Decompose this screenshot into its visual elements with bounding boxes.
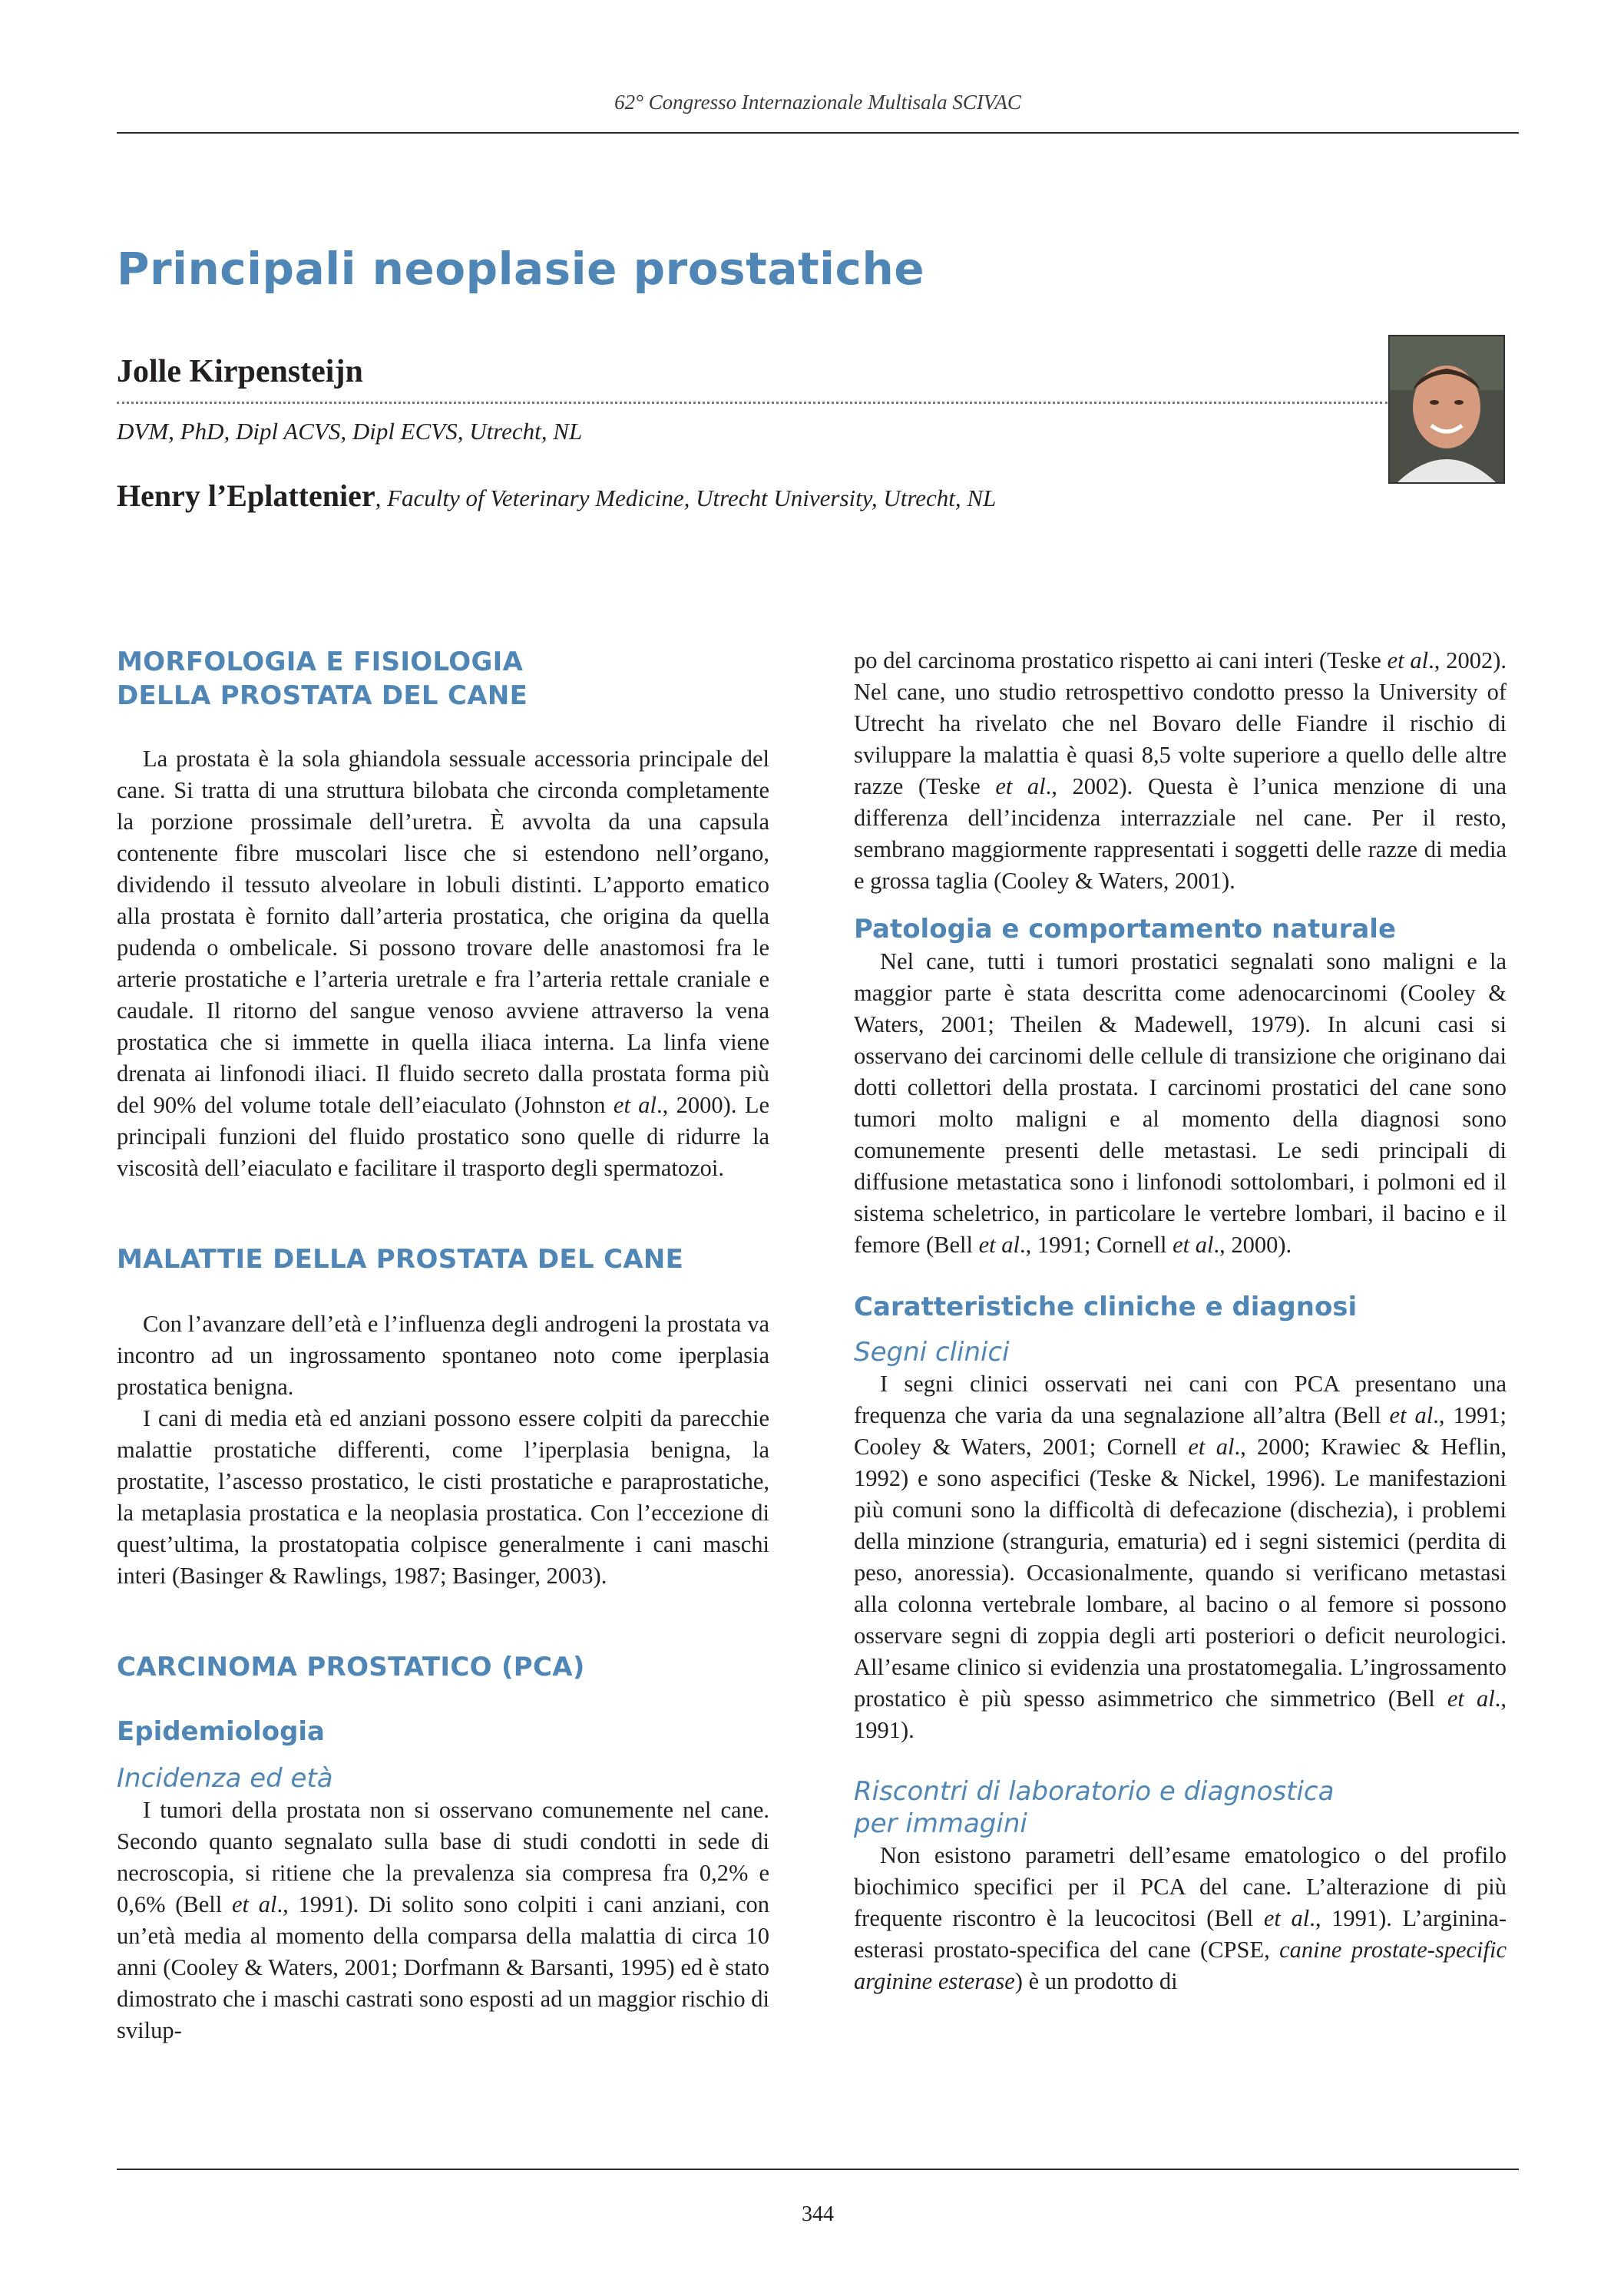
paragraph-riscontri: [854, 1840, 1507, 1997]
text-run-italic: et al: [1173, 1232, 1214, 1258]
author-credentials: DVM, PhD, Dipl ACVS, Dipl ECVS, Utrecht, NL: [117, 418, 583, 445]
paragraph-incidenza: [117, 1795, 769, 2046]
text-run-italic: et al: [995, 773, 1046, 799]
text-run: I segni clinici osservati nei cani con PCA presentano una frequenza che varia da una segnalazione all’altra (Bell: [854, 1371, 1507, 1428]
text-run-italic: et al: [1389, 1402, 1434, 1428]
coauthor-name: Henry l’Eplattenier: [117, 478, 375, 513]
heading-riscontri-line-2: per immagini: [854, 1808, 1027, 1839]
text-run: ., 1991; Cooley & Waters, 2001; Cornell: [854, 1402, 1507, 1460]
heading-riscontri-line-1: Riscontri di laboratorio e diagnostica: [854, 1776, 1335, 1807]
text-run: ., 2002). Questa è l’unica menzione di una differenza dell’incidenza interrazziale nel cane. Per il resto, sembrano maggiormente rappresentati i soggetti delle razze di media e grossa taglia (Cooley & Waters, 2001).: [854, 773, 1507, 894]
text-run: ., 2000).: [1213, 1232, 1292, 1258]
text-run-italic: canine prostate-specific arginine esterase: [854, 1937, 1507, 1994]
text-run: Nel cane, tutti i tumori prostatici segnalati sono maligni e la maggior parte è stata descritta come adenocarcinomi (Cooley & Waters, 2001; Theilen & Madewell, 1979). In alcuni casi si osservano dei carcinomi delle cellule di transizione che originano dai dotti collettori della prostata. I carcinomi prostatici del cane sono tumori molto maligni e al momento della diagnosi sono comunemente presenti delle metastasi. Le sedi principali di diffusione metastatica sono i linfonodi sottolombari, i polmoni ed il sistema scheletrico, in particolare le vertebre lombari, il bacino e il femore (Bell: [854, 948, 1507, 1258]
text-run-italic: et al: [1188, 1434, 1235, 1460]
paragraph-malattie-1: Con l’avanzare dell’età e l’influenza degli androgeni la prostata va incontro ad un ingrossamento spontaneo noto come iperplasia prostatica benigna.: [117, 1311, 769, 1400]
header-rule: [117, 132, 1519, 134]
coauthor-affiliation: , Faculty of Veterinary Medicine, Utrecht University, Utrecht, NL: [375, 485, 997, 511]
author-photo: [1388, 335, 1505, 484]
text-run: ) è un prodotto di: [1014, 1968, 1178, 1994]
text-run-italic: et al: [978, 1232, 1020, 1258]
text-run: ., 2000; Krawiec & Heflin, 1992) e sono aspecifici (Teske & Nickel, 1996). Le manifestazioni più comuni sono la difficoltà di defecazione (dischezia), i problemi della minzione (stranguria, ematuria) ed i segni sistemici (perdita di peso, anoressia). Occasionalmente, quando si verificano metastasi alla colonna vertebrale lombare, al bacino o al femore si possono osservare segni di zoppia degli arti posteriori o deficit neurologici. All’esame clinico si evidenzia una prostatomegalia. L’ingrossamento prostatico è più spesso asimmetrico che simmetrico (Bell: [854, 1434, 1507, 1712]
text-run: ., 2002). Nel cane, uno studio retrospettivo condotto presso la University of Utrecht ha rivelato che nel Bovaro delle Fiandre il rischio di sviluppare la malattia è quasi 8,5 volte superiore a quello delle altre razze (Teske: [854, 647, 1507, 799]
heading-morfologia-line-2: DELLA PROSTATA DEL CANE: [117, 680, 528, 711]
heading-morfologia-line-1: MORFOLOGIA E FISIOLOGIA: [117, 647, 524, 677]
text-run-italic: et al: [613, 1092, 657, 1118]
text-run: ., 1991).: [854, 1686, 1507, 1743]
heading-patologia: Patologia e comportamento naturale: [854, 914, 1397, 945]
paragraph-patologia: [854, 946, 1507, 1261]
text-run: ., 2000). Le principali funzioni del fluido prostatico sono quelle di ridurre la viscosità dell’eiaculato e facilitare il trasporto degli spermatozoi.: [117, 1092, 769, 1181]
page-number: 344: [802, 2202, 834, 2226]
heading-incidenza: Incidenza ed età: [117, 1763, 333, 1794]
heading-epidemiologia: Epidemiologia: [117, 1716, 326, 1747]
text-run: ., 1991). L’arginina-esterasi prostato-specifica del cane (CPSE,: [854, 1905, 1507, 1963]
right-column: [854, 645, 1507, 1997]
left-column: [117, 645, 769, 2046]
heading-caratteristiche: Caratteristiche cliniche e diagnosi: [854, 1292, 1358, 1322]
coauthor-line: [117, 478, 996, 514]
paragraph-morfologia: [117, 743, 769, 1184]
text-run: po del carcinoma prostatico rispetto ai cani interi (Teske: [854, 647, 1388, 673]
text-run-italic: et al: [1387, 647, 1429, 673]
footer-rule: [117, 2169, 1519, 2170]
article-title: Principali neoplasie prostatiche: [117, 243, 925, 295]
text-run: Non esistono parametri dell’esame ematologico o del profilo biochimico specifici per il PCA del cane. L’alterazione di più frequente riscontro è la leucocitosi (Bell: [854, 1842, 1507, 1931]
text-run: ., 1991). Di solito sono colpiti i cani anziani, con un’età media al momento della comparsa della malattia di circa 10 anni (Cooley & Waters, 2001; Dorfmann & Barsanti, 1995) ed è stato dimostrato che i maschi castrati sono esposti ad un maggior rischio di svilup-: [117, 1891, 769, 2043]
text-run-italic: et al: [1447, 1686, 1495, 1712]
text-run-italic: et al: [1263, 1905, 1310, 1931]
author-name: Jolle Kirpensteijn: [117, 354, 363, 389]
text-run-italic: et al: [232, 1891, 277, 1917]
text-run: I tumori della prostata non si osservano comunemente nel cane. Secondo quanto segnalato sulla base di studi condotti in sede di necroscopia, si ritiene che la prevalenza sia compresa fra 0,2% e 0,6% (Bell: [117, 1797, 769, 1917]
heading-malattie: MALATTIE DELLA PROSTATA DEL CANE: [117, 1244, 684, 1275]
author-divider: [117, 402, 1388, 404]
paragraph-malattie-2: I cani di media età ed anziani possono essere colpiti da parecchie malattie prostatiche differenti, come l’iperplasia benigna, la prostatite, l’ascesso prostatico, le cisti prostatiche e paraprostatiche, la metaplasia prostatica e la neoplasia prostatica. Con l’eccezione di quest’ultima, la prostatopatia colpisce generalmente i cani maschi interi (Basinger & Rawlings, 1987; Basinger, 2003).: [117, 1405, 769, 1589]
heading-riscontri: [854, 1775, 1507, 1840]
heading-segni-clinici: Segni clinici: [854, 1337, 1010, 1368]
heading-morfologia: [117, 645, 769, 713]
paragraph-segni-clinici: [854, 1368, 1507, 1746]
heading-carcinoma: CARCINOMA PROSTATICO (PCA): [117, 1652, 585, 1682]
running-header: 62° Congresso Internazionale Multisala SCIVAC: [614, 91, 1021, 114]
paragraph-continuation: [854, 645, 1507, 897]
text-run: ., 1991; Cornell: [1019, 1232, 1173, 1258]
text-run: La prostata è la sola ghiandola sessuale accessoria principale del cane. Si tratta di una struttura bilobata che circonda completamente la porzione prossimale dell’uretra. È avvolta da una capsula contenente fibre muscolari lisce che si estendono nell’organo, dividendo il tessuto alveolare in lobuli distinti. L’apporto ematico alla prostata è fornito dall’arteria prostatica, che origina da quella pudenda o ombelicale. Si possono trovare delle anastomosi fra le arterie prostatiche e l’arteria uretrale e fra l’arteria rettale craniale e caudale. Il ritorno del sangue venoso avviene attraverso la vena prostatica che si immette in quella iliaca interna. La linfa viene drenata ai linfonodi iliaci. Il fluido secreto dalla prostata forma più del 90% del volume totale dell’eiaculato (Johnston: [117, 746, 769, 1118]
